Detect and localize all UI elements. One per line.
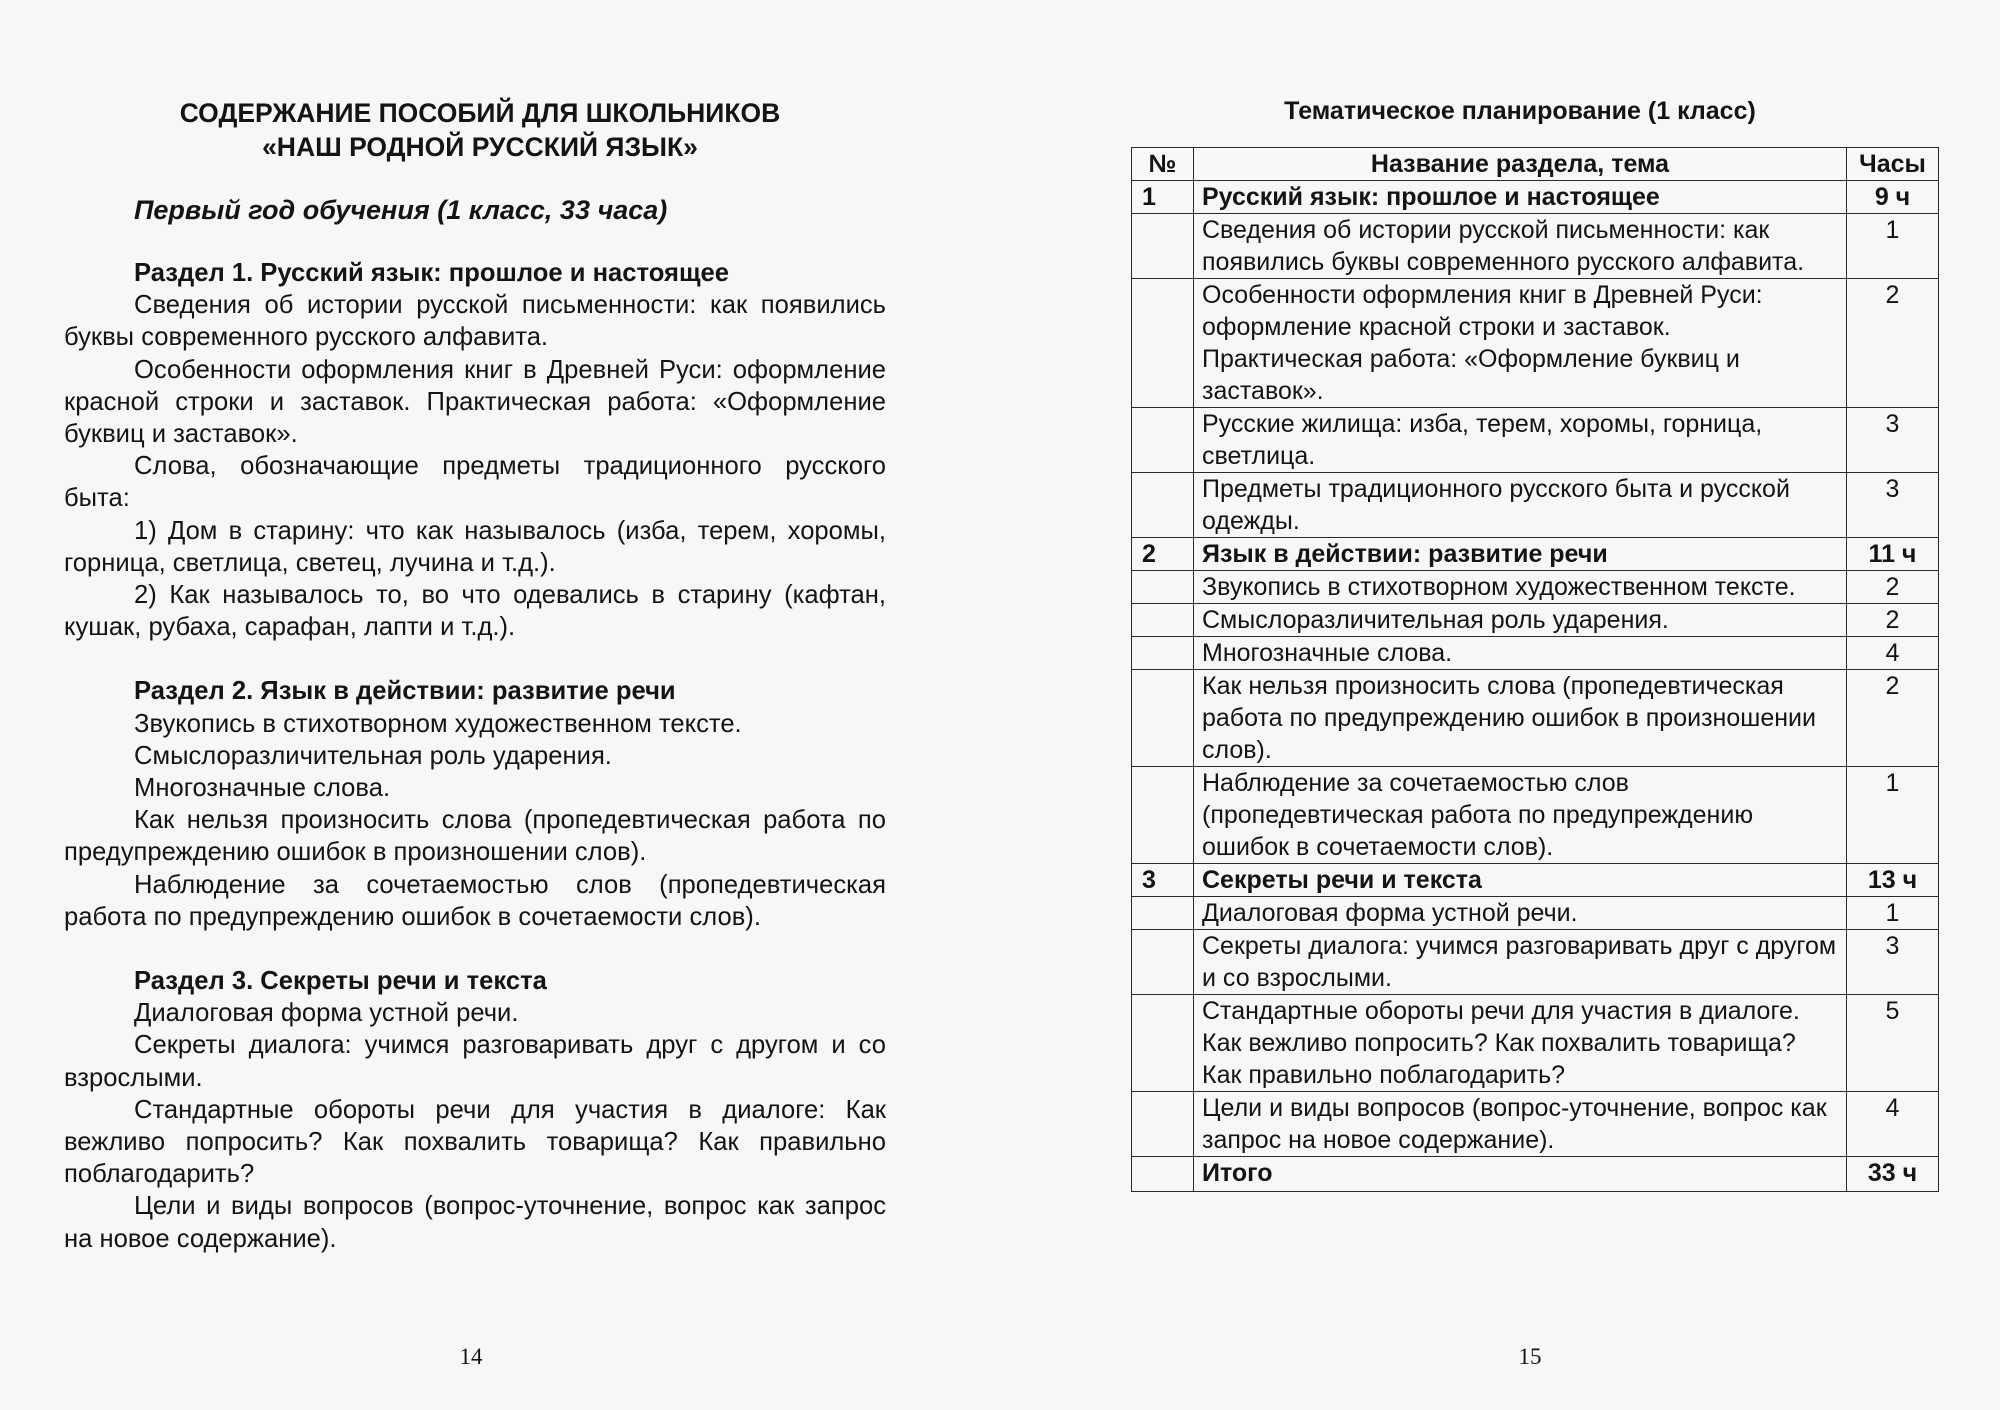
table-cell-number: 1	[1132, 181, 1194, 214]
paragraph: Диалоговая форма устной речи.	[134, 999, 519, 1028]
paragraph: 1) Дом в старину: что как называлось (изба, терем, хоромы, горница, светлица, светец, лучина и т.д.).	[64, 516, 886, 577]
paragraph: Цели и виды вопросов (вопрос-уточнение, вопрос как запрос на новое содержание).	[64, 1192, 886, 1253]
table-cell-number	[1132, 995, 1194, 1092]
table-row	[1132, 571, 1939, 604]
table-cell-topic: Как нельзя произносить слова (пропедевтическая работа по предупреждению ошибок в произношении слов).	[1194, 670, 1847, 767]
table-cell-number	[1132, 604, 1194, 637]
header-hours: Часы	[1847, 148, 1939, 181]
table-row	[1132, 670, 1939, 767]
table-cell-total-label: Итого	[1194, 1157, 1847, 1192]
table-cell-hours: 2	[1847, 279, 1939, 408]
table-row	[1132, 604, 1939, 637]
table-body	[1132, 181, 1939, 1157]
table-cell-number	[1132, 473, 1194, 538]
table-cell-hours: 4	[1847, 1092, 1939, 1157]
table-cell-topic: Диалоговая форма устной речи.	[1194, 897, 1847, 930]
paragraph: Слова, обозначающие предметы традиционного русского быта:	[64, 452, 886, 513]
table-cell-number	[1132, 670, 1194, 767]
paragraph: Наблюдение за сочетаемостью слов (пропедевтическая работа по предупреждению ошибок в сочетаемости слов).	[64, 870, 886, 931]
table-section-row	[1132, 538, 1939, 571]
table-row	[1132, 637, 1939, 670]
table-cell-number: 2	[1132, 538, 1194, 571]
table-cell-hours: 9 ч	[1847, 181, 1939, 214]
table-cell-topic: Многозначные слова.	[1194, 637, 1847, 670]
right-page	[1000, 0, 2000, 1410]
table-row	[1132, 930, 1939, 995]
table-cell-topic: Секреты диалога: учимся разговаривать друг с другом и со взрослыми.	[1194, 930, 1847, 995]
document-title	[80, 96, 880, 164]
year-title: Первый год обучения (1 класс, 33 часа)	[134, 195, 668, 225]
table-row	[1132, 279, 1939, 408]
table-cell-topic: Секреты речи и текста	[1194, 864, 1847, 897]
table-cell-number	[1132, 571, 1194, 604]
table-cell-topic: Особенности оформления книг в Древней Руси: оформление красной строки и заставок. Практическая работа: «Оформление буквиц и заставок».	[1194, 279, 1847, 408]
header-topic: Название раздела, тема	[1194, 148, 1847, 181]
section-heading-1: Раздел 1. Русский язык: прошлое и настоящее	[134, 259, 730, 287]
section-spacer	[64, 643, 886, 675]
table-cell-hours: 1	[1847, 767, 1939, 864]
table-cell-hours: 5	[1847, 995, 1939, 1092]
section-heading-2: Раздел 2. Язык в действии: развитие речи	[134, 677, 676, 706]
section-heading-3: Раздел 3. Секреты речи и текста	[134, 967, 547, 996]
section-spacer	[64, 933, 886, 965]
table-cell-hours: 3	[1847, 408, 1939, 473]
table-row	[1132, 767, 1939, 864]
table-cell-number	[1132, 637, 1194, 670]
table-section-row	[1132, 864, 1939, 897]
table-cell-number	[1132, 214, 1194, 279]
table-cell-topic: Сведения об истории русской письменности: как появились буквы современного русского алфавита.	[1194, 214, 1847, 279]
page-number: 14	[459, 1344, 483, 1369]
table-cell-topic: Стандартные обороты речи для участия в диалоге. Как вежливо попросить? Как похвалить товарища? Как правильно поблагодарить?	[1194, 995, 1847, 1092]
table-cell-number	[1132, 408, 1194, 473]
paragraph: Стандартные обороты речи для участия в диалоге: Как вежливо попросить? Как похвалить товарища? Как правильно поблагодарить?	[64, 1095, 886, 1189]
table-row	[1132, 214, 1939, 279]
table-header-row	[1132, 148, 1939, 181]
paragraph: Особенности оформления книг в Древней Руси: оформление красной строки и заставок. Практическая работа: «Оформление буквиц и заставок».	[64, 355, 886, 449]
table-cell-hours: 4	[1847, 637, 1939, 670]
paragraph: Многозначные слова.	[134, 774, 391, 803]
table-cell-hours: 1	[1847, 214, 1939, 279]
table-row	[1132, 1092, 1939, 1157]
thematic-plan-table	[1131, 147, 1939, 1192]
table-cell-total-hours: 33 ч	[1847, 1157, 1939, 1192]
paragraph: Смыслоразличительная роль ударения.	[134, 741, 612, 770]
table-cell-number	[1132, 1157, 1194, 1192]
table-cell-topic: Наблюдение за сочетаемостью слов (пропедевтическая работа по предупреждению ошибок в сочетаемости слов).	[1194, 767, 1847, 864]
table-row	[1132, 897, 1939, 930]
document-title-line-1: СОДЕРЖАНИЕ ПОСОБИЙ ДЛЯ ШКОЛЬНИКОВ	[179, 98, 781, 128]
paragraph: Секреты диалога: учимся разговаривать друг с другом и со взрослыми.	[64, 1031, 886, 1092]
table-cell-hours: 1	[1847, 897, 1939, 930]
paragraph: Сведения об истории русской письменности: как появились буквы современного русского алфавита.	[64, 291, 886, 352]
paragraph: Как нельзя произносить слова (пропедевтическая работа по предупреждению ошибок в произношении слов).	[64, 806, 886, 867]
table-cell-topic: Смыслоразличительная роль ударения.	[1194, 604, 1847, 637]
paragraph: 2) Как называлось то, во что одевались в старину (кафтан, кушак, рубаха, сарафан, лапти и т.д.).	[64, 581, 886, 642]
paragraph: Звукопись в стихотворном художественном тексте.	[134, 709, 742, 738]
table-section-row	[1132, 181, 1939, 214]
table-cell-hours: 11 ч	[1847, 538, 1939, 571]
table-cell-topic: Русские жилища: изба, терем, хоромы, горница, светлица.	[1194, 408, 1847, 473]
table-cell-hours: 2	[1847, 604, 1939, 637]
table-row	[1132, 995, 1939, 1092]
table-cell-topic: Язык в действии: развитие речи	[1194, 538, 1847, 571]
table-row	[1132, 408, 1939, 473]
page-number: 15	[1518, 1344, 1542, 1369]
document-title-line-2: «НАШ РОДНОЙ РУССКИЙ ЯЗЫК»	[262, 132, 698, 162]
table-cell-topic: Цели и виды вопросов (вопрос-уточнение, вопрос как запрос на новое содержание).	[1194, 1092, 1847, 1157]
table-cell-hours: 2	[1847, 670, 1939, 767]
header-number: №	[1132, 148, 1194, 181]
table-cell-hours: 3	[1847, 930, 1939, 995]
table-cell-number: 3	[1132, 864, 1194, 897]
table-cell-topic: Предметы традиционного русского быта и русской одежды.	[1194, 473, 1847, 538]
table-cell-topic: Звукопись в стихотворном художественном тексте.	[1194, 571, 1847, 604]
table-cell-hours: 2	[1847, 571, 1939, 604]
table-title: Тематическое планирование (1 класс)	[1284, 97, 1756, 125]
table-cell-number	[1132, 279, 1194, 408]
content-body	[64, 257, 886, 1255]
table-cell-number	[1132, 897, 1194, 930]
table-cell-number	[1132, 930, 1194, 995]
table-cell-number	[1132, 767, 1194, 864]
table-total-row	[1132, 1157, 1939, 1192]
table-cell-number	[1132, 1092, 1194, 1157]
table-cell-hours: 3	[1847, 473, 1939, 538]
table-cell-hours: 13 ч	[1847, 864, 1939, 897]
table-row	[1132, 473, 1939, 538]
table-cell-topic: Русский язык: прошлое и настоящее	[1194, 181, 1847, 214]
